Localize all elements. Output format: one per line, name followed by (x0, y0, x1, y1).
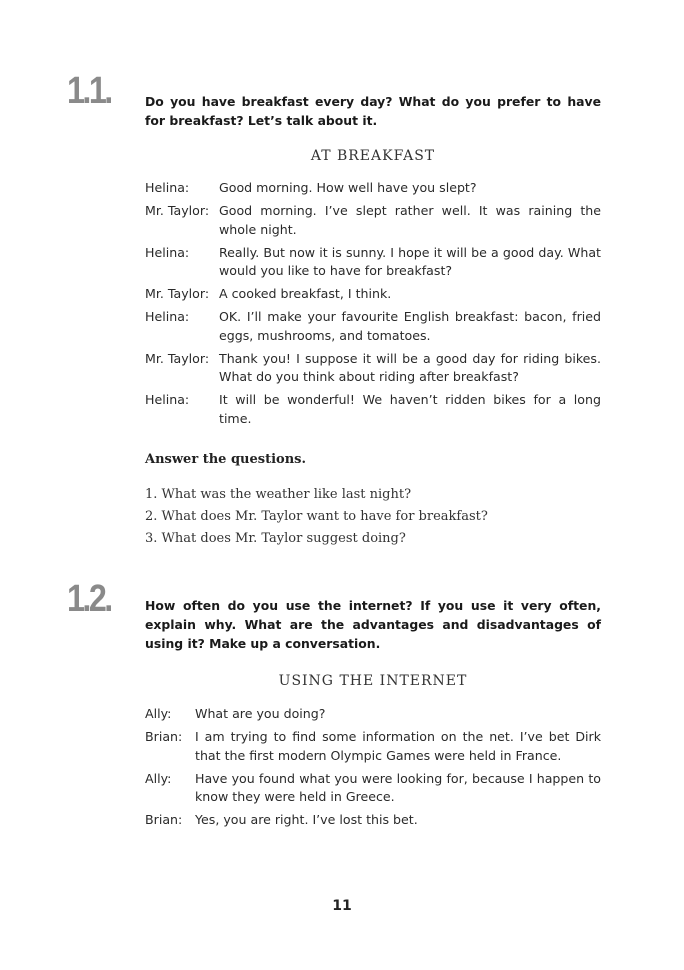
speaker: Brian: (145, 729, 183, 744)
speech: It will be wonderful! We haven’t ridden bikes for a long time. (219, 392, 601, 426)
speech: OK. I’ll make your favourite English breakfast: bacon, fried eggs, mushrooms, and tomatoes. (219, 309, 601, 343)
speech: A cooked breakfast, I think. (219, 286, 392, 301)
dialog-title-1-1: AT BREAKFAST (310, 148, 436, 164)
speaker: Helina: (145, 180, 190, 195)
speech: Yes, you are right. I’ve lost this bet. (195, 812, 418, 827)
exercise-task-1-2: How often do you use the internet? If you use it very often, explain why. What are the advantages and disadvantages of using it? Make up a conversation. (145, 598, 601, 651)
speaker: Helina: (145, 392, 190, 407)
question-item: 3. What does Mr. Taylor suggest doing? (145, 531, 406, 546)
dialog-line (145, 202, 601, 239)
speech: Good morning. I’ve slept rather well. It was raining the whole night. (219, 203, 601, 237)
dialog-line (145, 705, 601, 724)
speech: Good morning. How well have you slept? (219, 180, 477, 195)
dialog-line (145, 770, 601, 807)
exercise-number-1-1: 1.1. (67, 70, 111, 112)
speech: Have you found what you were looking for, because I happen to know they were held in Greece. (195, 770, 601, 804)
answer-heading: Answer the questions. (145, 452, 306, 467)
speaker: Ally: (145, 706, 172, 721)
dialog-line (145, 811, 601, 830)
dialog-1-2 (145, 705, 601, 834)
page-number: 11 (332, 898, 352, 914)
dialog-line (145, 179, 601, 198)
speech: I am trying to find some information on the net. I’ve bet Dirk that the first modern Olympic Games were held in France. (195, 729, 601, 763)
exercise-number-1-2: 1.2. (67, 578, 111, 620)
dialog-line (145, 285, 601, 304)
dialog-line (145, 391, 601, 428)
speaker: Mr. Taylor: (145, 286, 210, 301)
speaker: Mr. Taylor: (145, 203, 210, 218)
speaker: Ally: (145, 770, 172, 786)
dialog-line (145, 728, 601, 765)
speech: Really. But now it is sunny. I hope it will be a good day. What would you like to have for breakfast? (219, 244, 601, 278)
speech: What are you doing? (195, 706, 326, 721)
dialog-1-1 (145, 179, 601, 433)
speaker: Helina: (145, 309, 190, 324)
speaker: Mr. Taylor: (145, 350, 210, 366)
speaker: Helina: (145, 244, 190, 260)
dialog-line (145, 308, 601, 345)
exercise-task-1-1: Do you have breakfast every day? What do you prefer to have for breakfast? Let’s talk about it. (145, 94, 601, 128)
dialog-line (145, 350, 601, 387)
speaker: Brian: (145, 812, 183, 827)
dialog-title-1-2: USING THE INTERNET (278, 673, 468, 689)
question-item: 1. What was the weather like last night? (145, 487, 412, 502)
speech: Thank you! I suppose it will be a good day for riding bikes. What do you think about riding after breakfast? (219, 350, 601, 384)
dialog-line (145, 244, 601, 281)
question-item: 2. What does Mr. Taylor want to have for breakfast? (145, 509, 488, 524)
question-list (145, 484, 488, 550)
